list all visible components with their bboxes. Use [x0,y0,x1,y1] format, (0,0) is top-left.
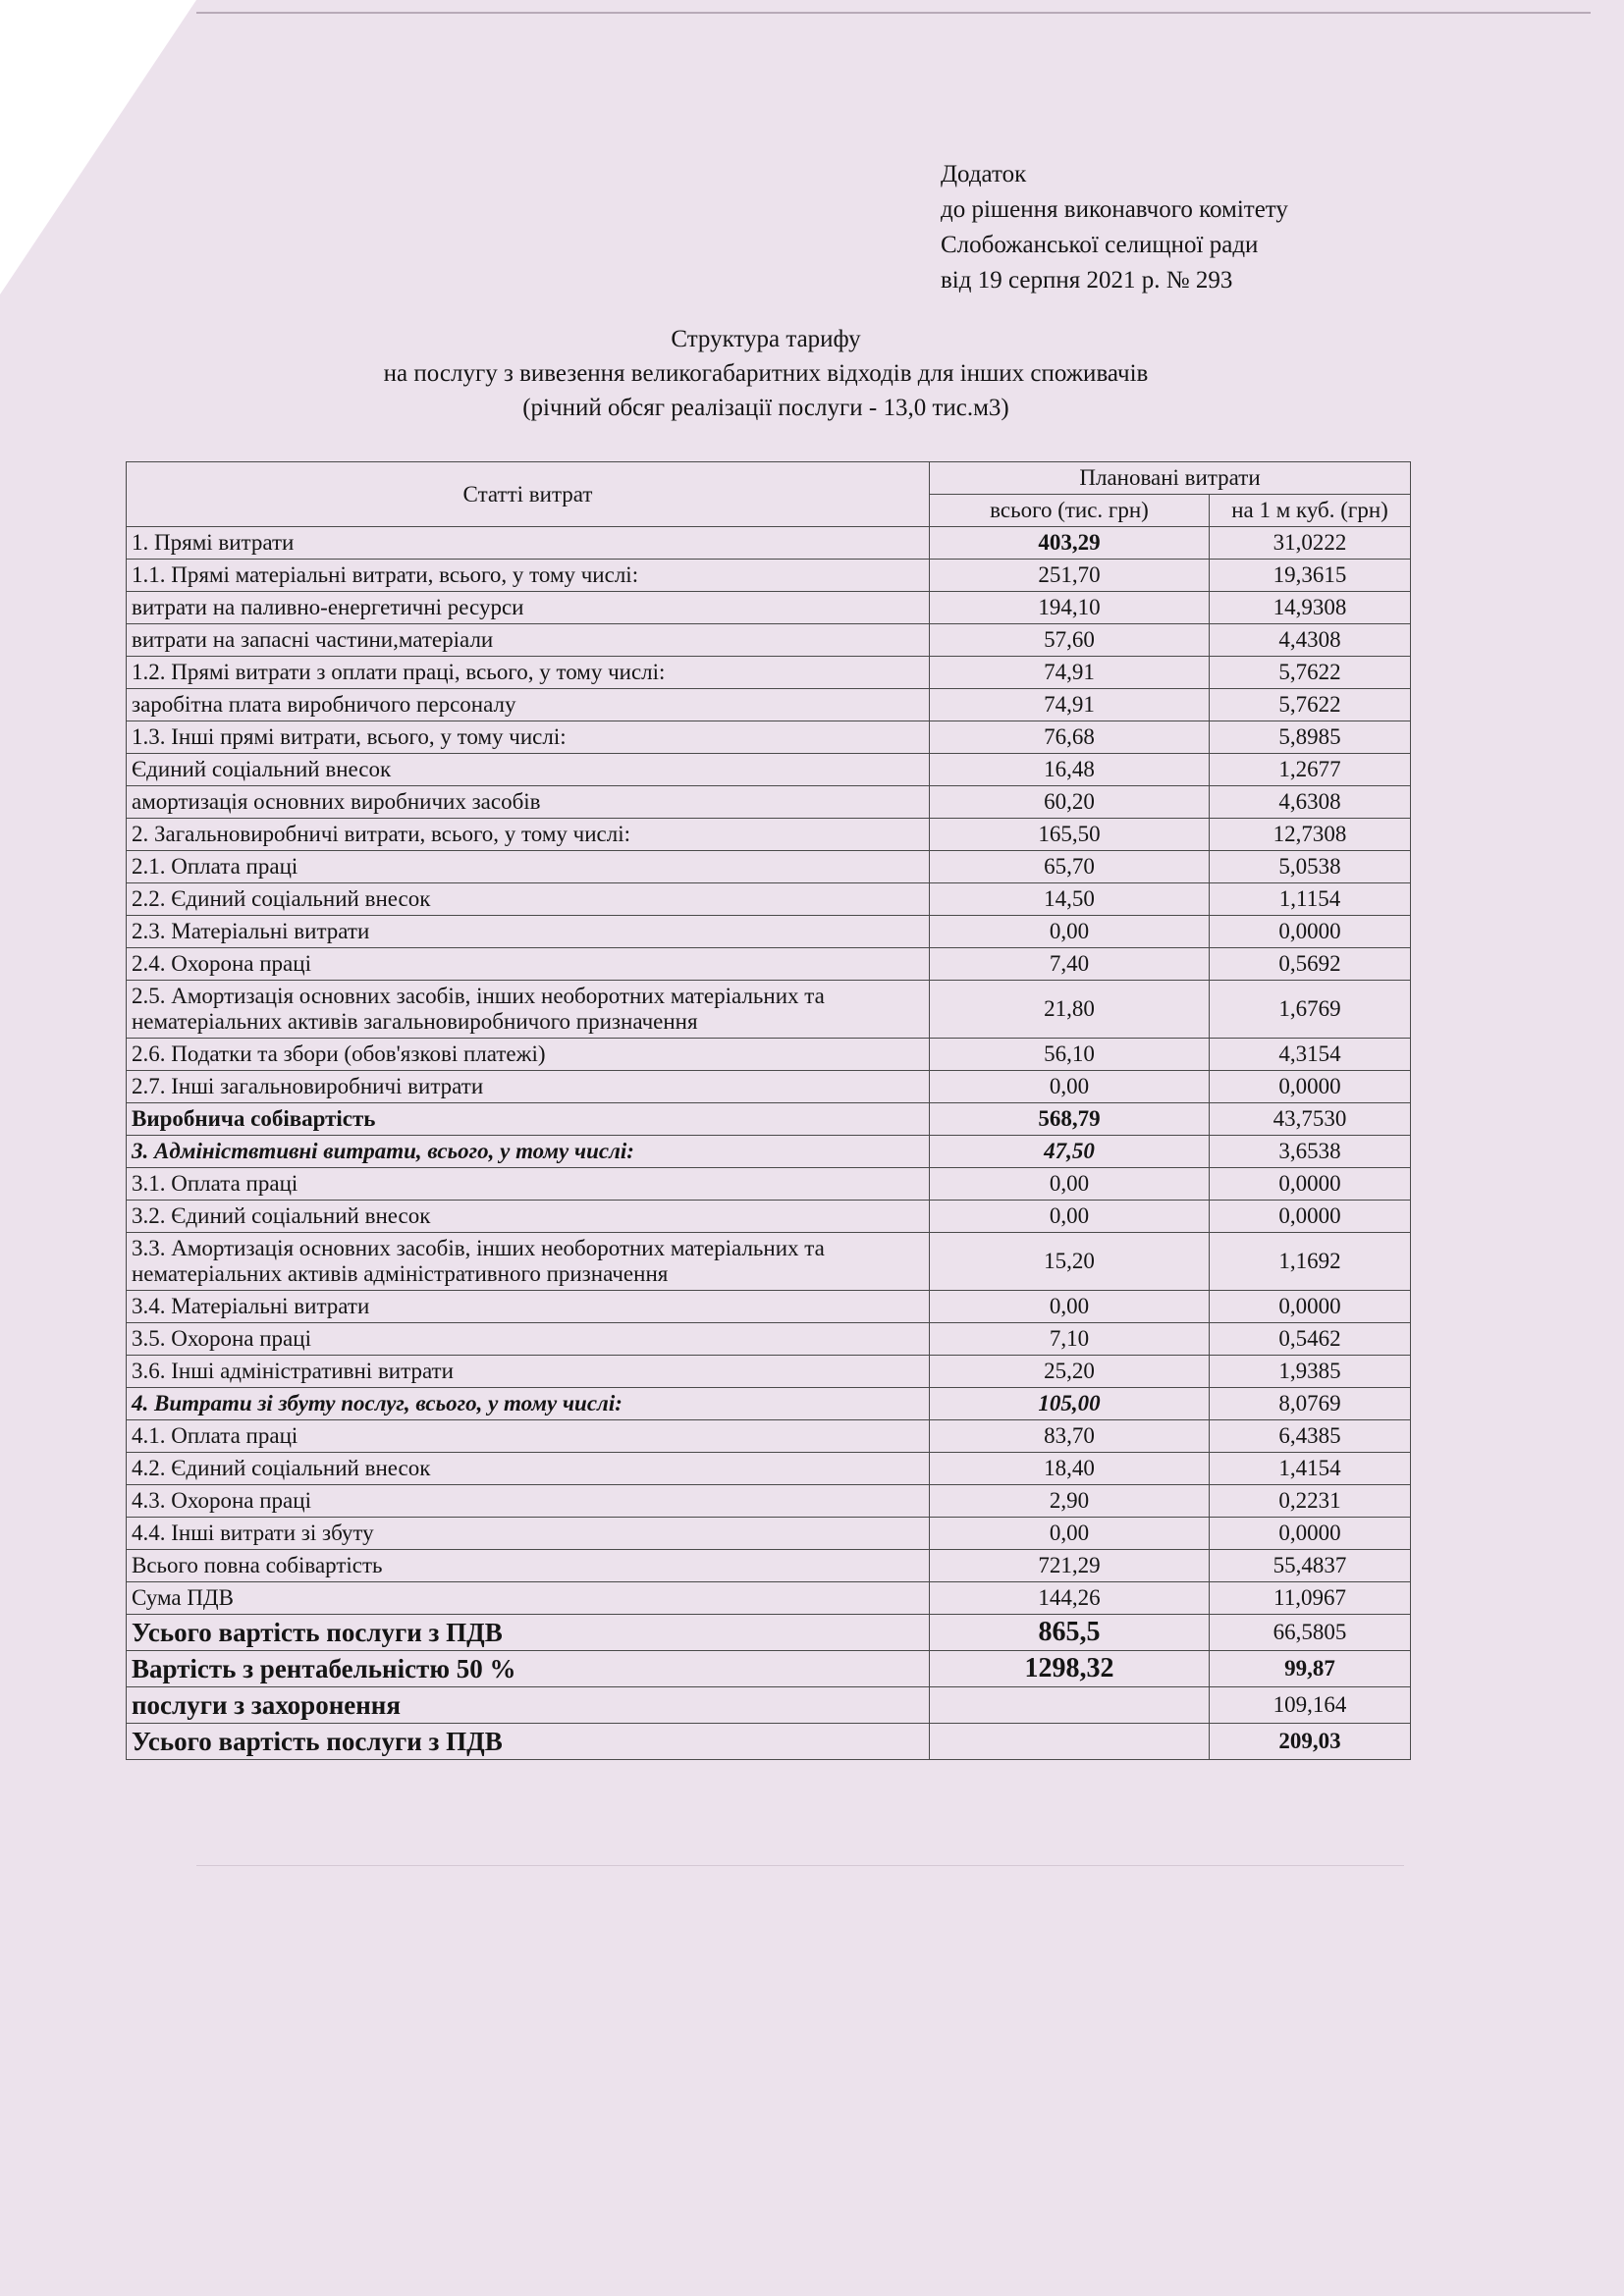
row-total: 74,91 [930,657,1210,689]
row-label: заробітна плата виробничого персоналу [127,689,930,721]
row-total: 0,00 [930,1291,1210,1323]
row-total: 1298,32 [930,1651,1210,1687]
appendix-line: Слобожанської селищної ради [941,232,1259,258]
appendix-line: Додаток [941,161,1027,187]
table-row [127,948,1411,981]
row-per-m3: 1,9385 [1210,1356,1411,1388]
row-per-m3: 0,5462 [1210,1323,1411,1356]
row-total: 57,60 [930,624,1210,657]
row-total: 0,00 [930,1201,1210,1233]
row-label: 3.6. Інші адміністративні витрати [127,1356,930,1388]
table-row [127,527,1411,560]
table-row [127,1201,1411,1233]
table-row [127,1136,1411,1168]
row-per-m3: 1,4154 [1210,1453,1411,1485]
row-total: 194,10 [930,592,1210,624]
row-per-m3: 5,8985 [1210,721,1411,754]
row-per-m3: 14,9308 [1210,592,1411,624]
table-row [127,592,1411,624]
appendix-block [941,157,1288,298]
row-per-m3: 8,0769 [1210,1388,1411,1420]
volume-note: (річний обсяг реалізації послуги - 13,0 тис.м3) [522,395,1009,421]
row-per-m3: 6,4385 [1210,1420,1411,1453]
row-per-m3: 0,0000 [1210,916,1411,948]
row-total: 18,40 [930,1453,1210,1485]
row-per-m3: 0,0000 [1210,1518,1411,1550]
table-row [127,1485,1411,1518]
scan-folded-corner [0,0,196,294]
row-total: 74,91 [930,689,1210,721]
row-label: Усього вартість послуги з ПДВ [127,1724,930,1760]
table-row [127,1518,1411,1550]
row-per-m3: 11,0967 [1210,1582,1411,1615]
table-row [127,1168,1411,1201]
row-label: 3.3. Амортизація основних засобів, інших необоротних матеріальних та нематеріальних активів адміністративного призначення [127,1233,930,1291]
row-total: 0,00 [930,916,1210,948]
row-total: 76,68 [930,721,1210,754]
row-total: 7,10 [930,1323,1210,1356]
row-label: 4.2. Єдиний соціальний внесок [127,1453,930,1485]
row-label: Сума ПДВ [127,1582,930,1615]
row-per-m3: 0,0000 [1210,1291,1411,1323]
row-per-m3: 109,164 [1210,1687,1411,1724]
table-row [127,981,1411,1039]
table-row [127,851,1411,883]
scan-top-edge [196,12,1591,14]
row-label: 3.5. Охорона праці [127,1323,930,1356]
table-row [127,1453,1411,1485]
row-label: витрати на запасні частини,матеріали [127,624,930,657]
table-row [127,786,1411,819]
row-per-m3: 12,7308 [1210,819,1411,851]
row-label: 1.2. Прямі витрати з оплати праці, всього, у тому числі: [127,657,930,689]
row-per-m3: 0,0000 [1210,1071,1411,1103]
table-row [127,1724,1411,1760]
table-row [127,883,1411,916]
row-per-m3: 1,2677 [1210,754,1411,786]
table-row [127,624,1411,657]
bleed-through-area [196,1865,1404,2111]
row-total: 7,40 [930,948,1210,981]
table-row [127,689,1411,721]
row-per-m3: 5,7622 [1210,657,1411,689]
row-label: 3.1. Оплата праці [127,1168,930,1201]
row-label: 3.4. Матеріальні витрати [127,1291,930,1323]
row-per-m3: 1,1154 [1210,883,1411,916]
row-label: амортизація основних виробничих засобів [127,786,930,819]
table-row [127,1615,1411,1651]
appendix-line: від 19 серпня 2021 р. № 293 [941,267,1233,294]
appendix-line: до рішення виконавчого комітету [941,196,1288,223]
row-per-m3: 1,6769 [1210,981,1411,1039]
row-label: 3.2. Єдиний соціальний внесок [127,1201,930,1233]
row-total: 144,26 [930,1582,1210,1615]
row-total: 14,50 [930,883,1210,916]
header-planned-costs: Плановані витрати [930,462,1411,495]
row-label: 2.5. Амортизація основних засобів, інших необоротних матеріальних та нематеріальних активів загальновиробничого призначення [127,981,930,1039]
row-per-m3: 66,5805 [1210,1615,1411,1651]
row-total: 165,50 [930,819,1210,851]
row-per-m3: 43,7530 [1210,1103,1411,1136]
row-total: 56,10 [930,1039,1210,1071]
table-row [127,1103,1411,1136]
table-row [127,1651,1411,1687]
table-row [127,721,1411,754]
header-per-m3: на 1 м куб. (грн) [1210,495,1411,527]
row-per-m3: 55,4837 [1210,1550,1411,1582]
row-per-m3: 99,87 [1210,1651,1411,1687]
row-total: 0,00 [930,1518,1210,1550]
table-row [127,1420,1411,1453]
document-title: Структура тарифу [671,326,861,352]
row-label: 4.4. Інші витрати зі збуту [127,1518,930,1550]
table-row [127,1071,1411,1103]
row-per-m3: 4,3154 [1210,1039,1411,1071]
row-label: 4. Витрати зі збуту послуг, всього, у тому числі: [127,1388,930,1420]
header-total: всього (тис. грн) [930,495,1210,527]
table-row [127,819,1411,851]
row-total: 47,50 [930,1136,1210,1168]
row-total: 2,90 [930,1485,1210,1518]
row-total [930,1687,1210,1724]
row-per-m3: 4,4308 [1210,624,1411,657]
row-label: 1. Прямі витрати [127,527,930,560]
table-row [127,1291,1411,1323]
row-per-m3: 0,5692 [1210,948,1411,981]
row-per-m3: 0,0000 [1210,1201,1411,1233]
table-row [127,1233,1411,1291]
row-label: Виробнича собівартість [127,1103,930,1136]
table-row [127,1388,1411,1420]
row-per-m3: 1,1692 [1210,1233,1411,1291]
row-label: 2.1. Оплата праці [127,851,930,883]
row-total: 16,48 [930,754,1210,786]
row-label: 4.3. Охорона праці [127,1485,930,1518]
row-total: 251,70 [930,560,1210,592]
table-row [127,560,1411,592]
header-cost-items: Статті витрат [127,462,930,527]
row-label: 2. Загальновиробничі витрати, всього, у тому числі: [127,819,930,851]
row-total: 21,80 [930,981,1210,1039]
row-label: 3. Адмініствтивні витрати, всього, у тому числі: [127,1136,930,1168]
row-total: 25,20 [930,1356,1210,1388]
row-label: Єдиний соціальний внесок [127,754,930,786]
row-label: 2.3. Матеріальні витрати [127,916,930,948]
table-row [127,1687,1411,1724]
row-per-m3: 5,7622 [1210,689,1411,721]
row-per-m3: 4,6308 [1210,786,1411,819]
row-total: 721,29 [930,1550,1210,1582]
row-per-m3: 31,0222 [1210,527,1411,560]
table-row [127,1323,1411,1356]
row-total: 865,5 [930,1615,1210,1651]
row-total: 403,29 [930,527,1210,560]
row-total: 0,00 [930,1168,1210,1201]
table-row [127,1550,1411,1582]
row-per-m3: 3,6538 [1210,1136,1411,1168]
row-total: 15,20 [930,1233,1210,1291]
row-total: 568,79 [930,1103,1210,1136]
row-label: 2.6. Податки та збори (обов'язкові платежі) [127,1039,930,1071]
row-label: 2.7. Інші загальновиробничі витрати [127,1071,930,1103]
row-per-m3: 19,3615 [1210,560,1411,592]
row-total: 65,70 [930,851,1210,883]
row-per-m3: 0,0000 [1210,1168,1411,1201]
table-row [127,916,1411,948]
row-per-m3: 5,0538 [1210,851,1411,883]
document-heading [128,322,1404,425]
row-total: 0,00 [930,1071,1210,1103]
row-label: 1.3. Інші прямі витрати, всього, у тому числі: [127,721,930,754]
row-label: витрати на паливно-енергетичні ресурси [127,592,930,624]
table-row [127,657,1411,689]
row-total: 83,70 [930,1420,1210,1453]
table-row [127,1039,1411,1071]
row-per-m3: 0,2231 [1210,1485,1411,1518]
tariff-structure-table [126,461,1411,1760]
row-label: 2.4. Охорона праці [127,948,930,981]
row-total [930,1724,1210,1760]
table-row [127,754,1411,786]
document-subtitle: на послугу з вивезення великогабаритних відходів для інших споживачів [383,360,1149,387]
row-label: Вартість з рентабельністю 50 % [127,1651,930,1687]
row-label: 4.1. Оплата праці [127,1420,930,1453]
table-row [127,1582,1411,1615]
row-label: 2.2. Єдиний соціальний внесок [127,883,930,916]
row-label: послуги з захоронення [127,1687,930,1724]
row-label: Усього вартість послуги з ПДВ [127,1615,930,1651]
row-per-m3: 209,03 [1210,1724,1411,1760]
table-row [127,1356,1411,1388]
row-label: Всього повна собівартість [127,1550,930,1582]
row-label: 1.1. Прямі матеріальні витрати, всього, у тому числі: [127,560,930,592]
row-total: 60,20 [930,786,1210,819]
row-total: 105,00 [930,1388,1210,1420]
